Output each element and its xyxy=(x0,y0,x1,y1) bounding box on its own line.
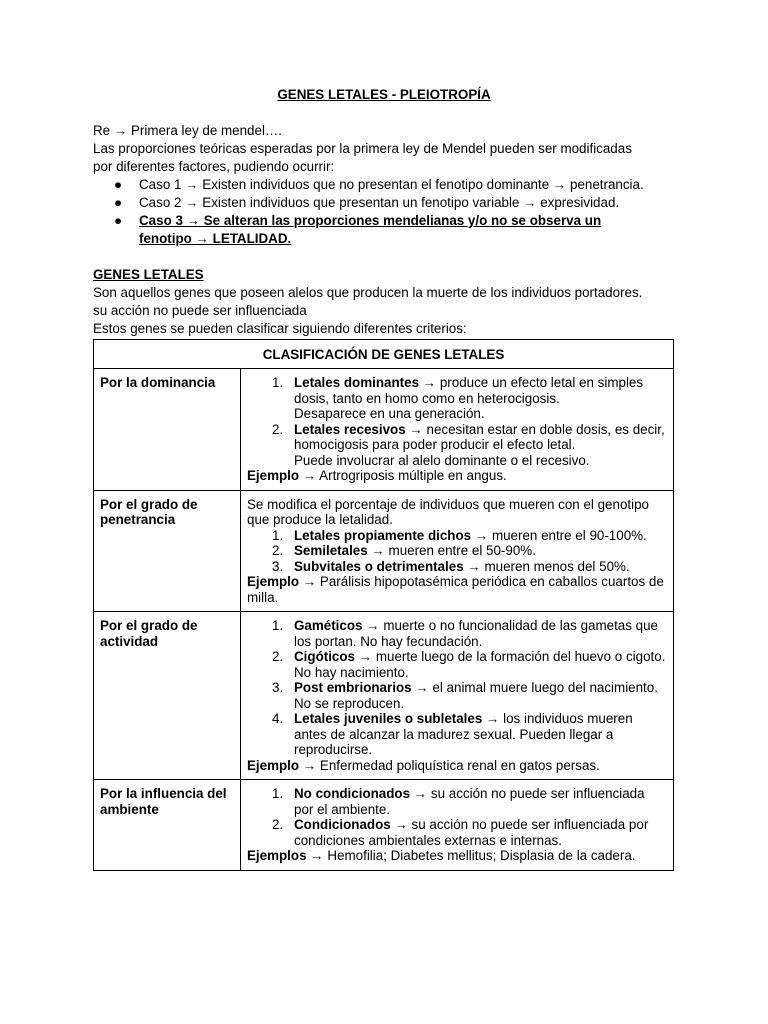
example-label: Ejemplos xyxy=(247,848,307,863)
case3-line-2: fenotipo → LETALIDAD. xyxy=(139,231,292,246)
type-list xyxy=(247,375,667,468)
item-description: → su acción no puede ser influenciada por el ambiente. xyxy=(294,786,645,817)
description-cell xyxy=(241,490,674,612)
item-term: Letales propiamente dichos xyxy=(294,527,472,543)
type-list xyxy=(247,786,667,848)
item-number: 2. xyxy=(272,649,284,664)
bullet-icon: ● xyxy=(114,195,123,210)
type-item xyxy=(247,786,667,817)
bullet-icon: ● xyxy=(114,177,123,192)
item-number: 2. xyxy=(272,543,284,558)
criterion-cell: Por el grado de penetrancia xyxy=(94,490,241,612)
item-description: → mueren menos del 50%. xyxy=(463,558,630,574)
criterion-cell: Por la influencia del ambiente xyxy=(94,780,241,871)
item-term: Condicionados xyxy=(294,817,391,832)
example-text: → Artrogriposis múltiple en angus. xyxy=(299,468,507,483)
example-label: Ejemplo xyxy=(247,468,300,483)
item-term: Subvitales o detrimentales xyxy=(294,558,464,574)
type-item xyxy=(247,817,667,848)
item-term: Letales juveniles o subletales xyxy=(294,711,483,726)
type-item xyxy=(247,559,667,575)
type-item xyxy=(247,528,667,544)
genes-letales-line-3: Estos genes se pueden clasificar siguiendo diferentes criterios: xyxy=(93,321,467,336)
item-description: → muerte o no funcionalidad de las gametas que los portan. No hay fecundación. xyxy=(294,618,659,649)
cases-list xyxy=(93,176,675,248)
item-number: 3. xyxy=(272,558,284,574)
item-number: 4. xyxy=(272,711,284,726)
item-term: Letales recesivos xyxy=(294,421,406,437)
item-number: 1. xyxy=(272,375,284,390)
table-row xyxy=(94,780,674,871)
case-text: Caso 1 → Existen individuos que no presentan el fenotipo dominante → penetrancia. xyxy=(139,177,644,192)
type-list xyxy=(247,528,667,575)
item-term: Letales dominantes xyxy=(294,375,420,390)
item-description: → los individuos mueren antes de alcanzar la madurez sexual. Pueden llegar a reproducirse. xyxy=(294,711,633,757)
type-item xyxy=(247,680,667,711)
item-term: Semiletales xyxy=(294,543,368,558)
criterion-cell: Por la dominancia xyxy=(94,369,241,491)
item-extra-line: Puede involucrar al alelo dominante o el recesivo. xyxy=(294,452,590,468)
item-number: 1. xyxy=(272,786,284,801)
type-list xyxy=(247,618,667,758)
re-line: Re → Primera ley de mendel…. xyxy=(93,123,283,138)
item-description: → produce un efecto letal en simples dosis, tanto en homo como en heterocigosis. xyxy=(294,375,644,406)
item-number: 1. xyxy=(272,618,284,633)
table-row xyxy=(94,369,674,491)
case-item xyxy=(93,176,675,194)
item-number: 2. xyxy=(272,817,284,832)
case-text: Caso 2 → Existen individuos que presentan un fenotipo variable → expresividad. xyxy=(139,195,620,210)
intro-paragraph-line-2: por diferentes factores, pudiendo ocurrir: xyxy=(93,159,335,174)
example-text: → Enfermedad poliquística renal en gatos persas. xyxy=(299,757,600,773)
criterion-cell: Por el grado de actividad xyxy=(94,612,241,780)
document-title: GENES LETALES - PLEIOTROPÍA xyxy=(277,87,491,102)
table-header: CLASIFICACIÓN DE GENES LETALES xyxy=(94,340,674,369)
genes-letales-heading: GENES LETALES xyxy=(93,267,204,282)
example-line xyxy=(247,574,667,605)
table-row xyxy=(94,490,674,612)
item-number: 2. xyxy=(272,421,284,437)
table-row xyxy=(94,612,674,780)
intro-paragraph-line-1: Las proporciones teóricas esperadas por la primera ley de Mendel pueden ser modificadas xyxy=(93,141,632,156)
example-label: Ejemplo xyxy=(247,757,300,773)
example-text: → Parálisis hipopotasémica periódica en caballos cuartos de milla. xyxy=(247,574,664,605)
example-line xyxy=(247,468,667,484)
type-item xyxy=(247,422,667,469)
example-text: → Hemofilia; Diabetes mellitus; Displasia de la cadera. xyxy=(306,848,636,863)
bullet-icon: ● xyxy=(114,213,123,228)
type-item xyxy=(247,649,667,680)
type-item xyxy=(247,543,667,559)
example-label: Ejemplo xyxy=(247,574,300,589)
description-cell xyxy=(241,612,674,780)
example-line xyxy=(247,758,667,774)
case-item xyxy=(93,194,675,212)
item-description: → muerte luego de la formación del huevo o cigoto. No hay nacimiento. xyxy=(294,649,666,680)
document-page xyxy=(93,86,675,871)
type-item xyxy=(247,618,667,649)
type-item xyxy=(247,375,667,422)
classification-table xyxy=(93,339,674,871)
item-term: No condicionados xyxy=(294,786,411,801)
row-intro-text: Se modifica el porcentaje de individuos que mueren con el genotipo que produce la letalidad. xyxy=(247,496,649,527)
description-cell xyxy=(241,369,674,491)
item-description: → mueren entre el 90-100%. xyxy=(471,527,647,543)
item-description: → mueren entre el 50-90%. xyxy=(367,543,536,558)
item-description: → el animal muere luego del nacimiento. No se reproducen. xyxy=(294,680,658,711)
item-description: → su acción no puede ser influenciada por condiciones ambientales externas e internas. xyxy=(294,817,649,848)
item-term: Post embrionarios xyxy=(294,680,412,695)
item-number: 3. xyxy=(272,680,284,695)
example-line xyxy=(247,848,667,864)
case-item-3 xyxy=(93,212,675,248)
item-term: Cigóticos xyxy=(294,649,356,664)
type-item xyxy=(247,711,667,758)
case3-line-1: Caso 3 → Se alteran las proporciones mendelianas y/o no se observa un xyxy=(139,213,602,228)
item-extra-line: Desaparece en una generación. xyxy=(294,406,485,421)
item-number: 1. xyxy=(272,527,284,543)
genes-letales-line-2: su acción no puede ser influenciada xyxy=(93,303,307,318)
item-description: → necesitan estar en doble dosis, es decir, homocigosis para poder producir el efecto letal. xyxy=(294,421,665,452)
genes-letales-line-1: Son aquellos genes que poseen alelos que producen la muerte de los individuos portadores. xyxy=(93,285,643,300)
item-term: Gaméticos xyxy=(294,618,363,633)
description-cell xyxy=(241,780,674,871)
